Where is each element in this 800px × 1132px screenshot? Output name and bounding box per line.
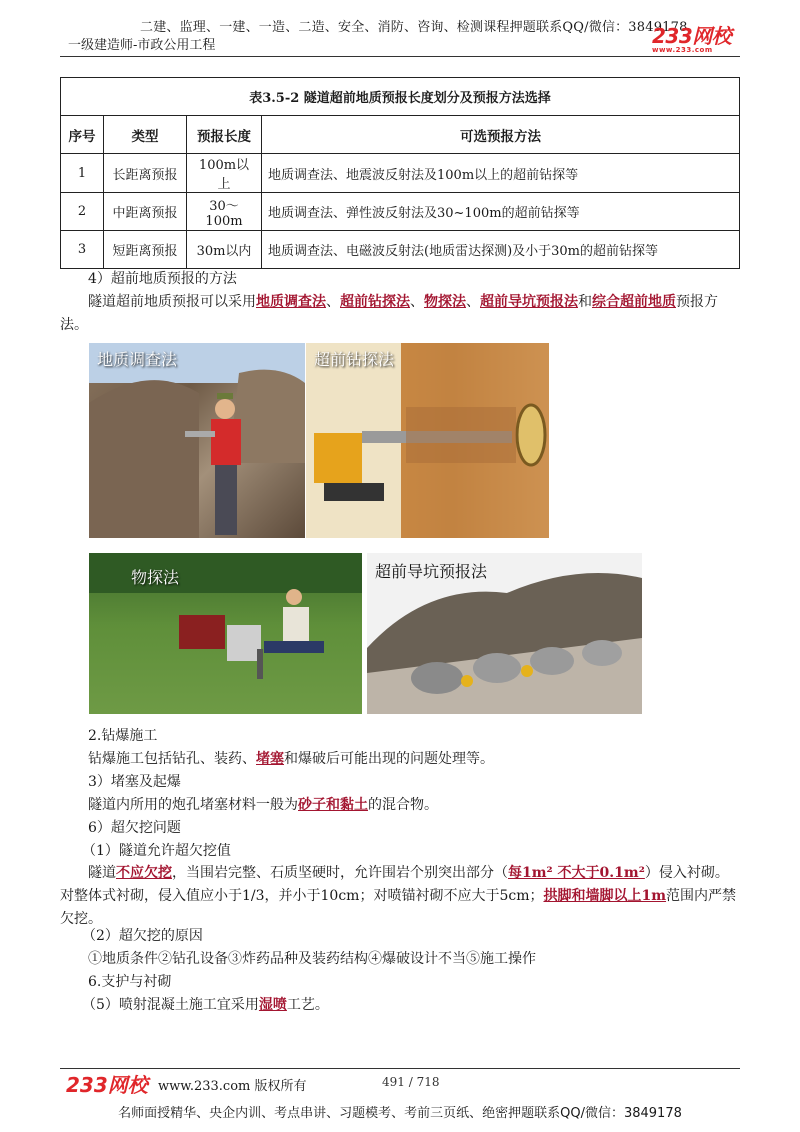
header-contact-line: 二建、监理、一建、一造、二造、安全、消防、咨询、检测课程押题联系QQ/微信：3849178 <box>140 20 688 35</box>
table-cell: 地质调查法、电磁波反射法(地质雷达探测)及小于30m的超前钻探等 <box>262 231 740 269</box>
footer-divider <box>60 1068 740 1069</box>
table-cell: 30m以内 <box>187 231 262 269</box>
text: 、 <box>326 294 340 310</box>
paragraph <box>60 862 740 931</box>
paragraph <box>88 794 740 817</box>
highlight-term: 物探法 <box>424 294 466 310</box>
table-header-row <box>61 116 740 154</box>
text: （5）喷射混凝土施工宜采用 <box>82 997 259 1013</box>
highlight-term: 堵塞 <box>256 751 284 767</box>
section-heading: 4）超前地质预报的方法 <box>88 271 237 287</box>
brand-logo-url: www.233.com <box>652 46 713 54</box>
table-cell: 100m以上 <box>187 154 262 193</box>
table-cell: 30～100m <box>187 193 262 231</box>
footer-copyright: www.233.com 版权所有 <box>158 1079 307 1094</box>
text: 、 <box>410 294 424 310</box>
brand-logo <box>652 20 731 54</box>
col-header-method: 可选预报方法 <box>262 116 740 154</box>
subheading: （2）超欠挖的原因 <box>82 928 203 944</box>
table-cell: 中距离预报 <box>104 193 187 231</box>
table-cell: 地质调查法、弹性波反射法及30~100m的超前钻探等 <box>262 193 740 231</box>
highlight-term: 拱脚和墙脚以上1m <box>543 888 667 904</box>
text: 、 <box>466 294 480 310</box>
highlight-term: 超前钻探法 <box>340 294 410 310</box>
table-cell: 长距离预报 <box>104 154 187 193</box>
table-cell: 地质调查法、地震波反射法及100m以上的超前钻探等 <box>262 154 740 193</box>
advance-drilling-photo <box>306 343 549 538</box>
image-label: 超前钻探法 <box>314 350 395 369</box>
table-cell: 短距离预报 <box>104 231 187 269</box>
text: 和爆破后可能出现的问题处理等。 <box>284 751 494 767</box>
geological-survey-photo <box>89 343 305 538</box>
col-header-index: 序号 <box>61 116 104 154</box>
methods-paragraph <box>60 291 740 337</box>
col-header-type: 类型 <box>104 116 187 154</box>
highlight-term: 砂子和黏土 <box>298 797 368 813</box>
drilling-rig-icon <box>306 343 549 538</box>
footer-promo-line: 名师面授精华、央企内训、考点串讲、习题模考、考前三页纸、绝密押题联系QQ/微信：3849178 <box>118 1106 682 1121</box>
table-caption: 表3.5-2 隧道超前地质预报长度划分及预报方法选择 <box>61 78 740 116</box>
image-label: 超前导坑预报法 <box>375 562 488 581</box>
table-cell: 1 <box>61 154 104 193</box>
subheading: （1）隧道允许超欠挖值 <box>82 843 231 859</box>
highlight-term: 不应欠挖 <box>116 865 172 881</box>
highlight-term: 超前导坑预报法 <box>480 294 578 310</box>
header-divider <box>60 56 740 57</box>
text: 和 <box>578 294 592 310</box>
text: ，当围岩完整、石质坚硬时，允许围岩个别突出部分（ <box>172 865 508 881</box>
table-row <box>61 193 740 231</box>
geologist-figure-icon <box>89 343 305 538</box>
text: 工艺。 <box>286 997 329 1013</box>
col-header-length: 预报长度 <box>187 116 262 154</box>
paragraph <box>88 748 740 771</box>
geophysical-survey-photo <box>89 553 362 714</box>
table-cell: 3 <box>61 231 104 269</box>
highlight-term: 地质调查法 <box>256 294 326 310</box>
text: ）侵入衬砌。对整体式衬砌，侵入值应小于1/3，并小于10cm；对喷锚衬砌不应大于5cm； <box>60 865 729 904</box>
table-row <box>61 231 740 269</box>
highlight-term: 湿喷 <box>258 997 287 1013</box>
text: 隧道超前地质预报可以采用 <box>88 294 256 310</box>
brand-logo-text: 233网校 <box>652 24 732 48</box>
geophysics-equipment-icon <box>89 553 362 714</box>
text: 范围内严禁欠挖。 <box>60 888 737 927</box>
image-label: 物探法 <box>131 568 180 587</box>
text: 预报方法。 <box>60 294 718 333</box>
forecast-table <box>60 77 740 269</box>
highlight-term: 每1m² 不大于0.1m² <box>508 865 645 881</box>
section-heading: 3）堵塞及起爆 <box>88 774 181 790</box>
footer-logo: 233网校 <box>66 1073 148 1097</box>
pilot-tunnel-photo <box>367 553 642 714</box>
image-label: 地质调查法 <box>97 350 178 369</box>
section-heading: 2.钻爆施工 <box>88 728 158 744</box>
highlight-term: 综合超前地质 <box>592 294 676 310</box>
page-number: 491 / 718 <box>382 1075 440 1089</box>
table-cell: 2 <box>61 193 104 231</box>
table-row <box>61 154 740 193</box>
text: 钻爆施工包括钻孔、装药、 <box>88 751 256 767</box>
paragraph <box>82 994 740 1017</box>
text: 隧道内所用的炮孔堵塞材料一般为 <box>88 797 298 813</box>
causes-list: ①地质条件②钻孔设备③炸药品种及装药结构④爆破设计不当⑤施工操作 <box>88 951 536 967</box>
header-subtitle: 一级建造师-市政公用工程 <box>68 38 216 53</box>
text: 隧道 <box>88 865 116 881</box>
text: 的混合物。 <box>368 797 438 813</box>
section-heading: 6）超欠挖问题 <box>88 820 181 836</box>
section-heading: 6.支护与衬砌 <box>88 974 172 990</box>
